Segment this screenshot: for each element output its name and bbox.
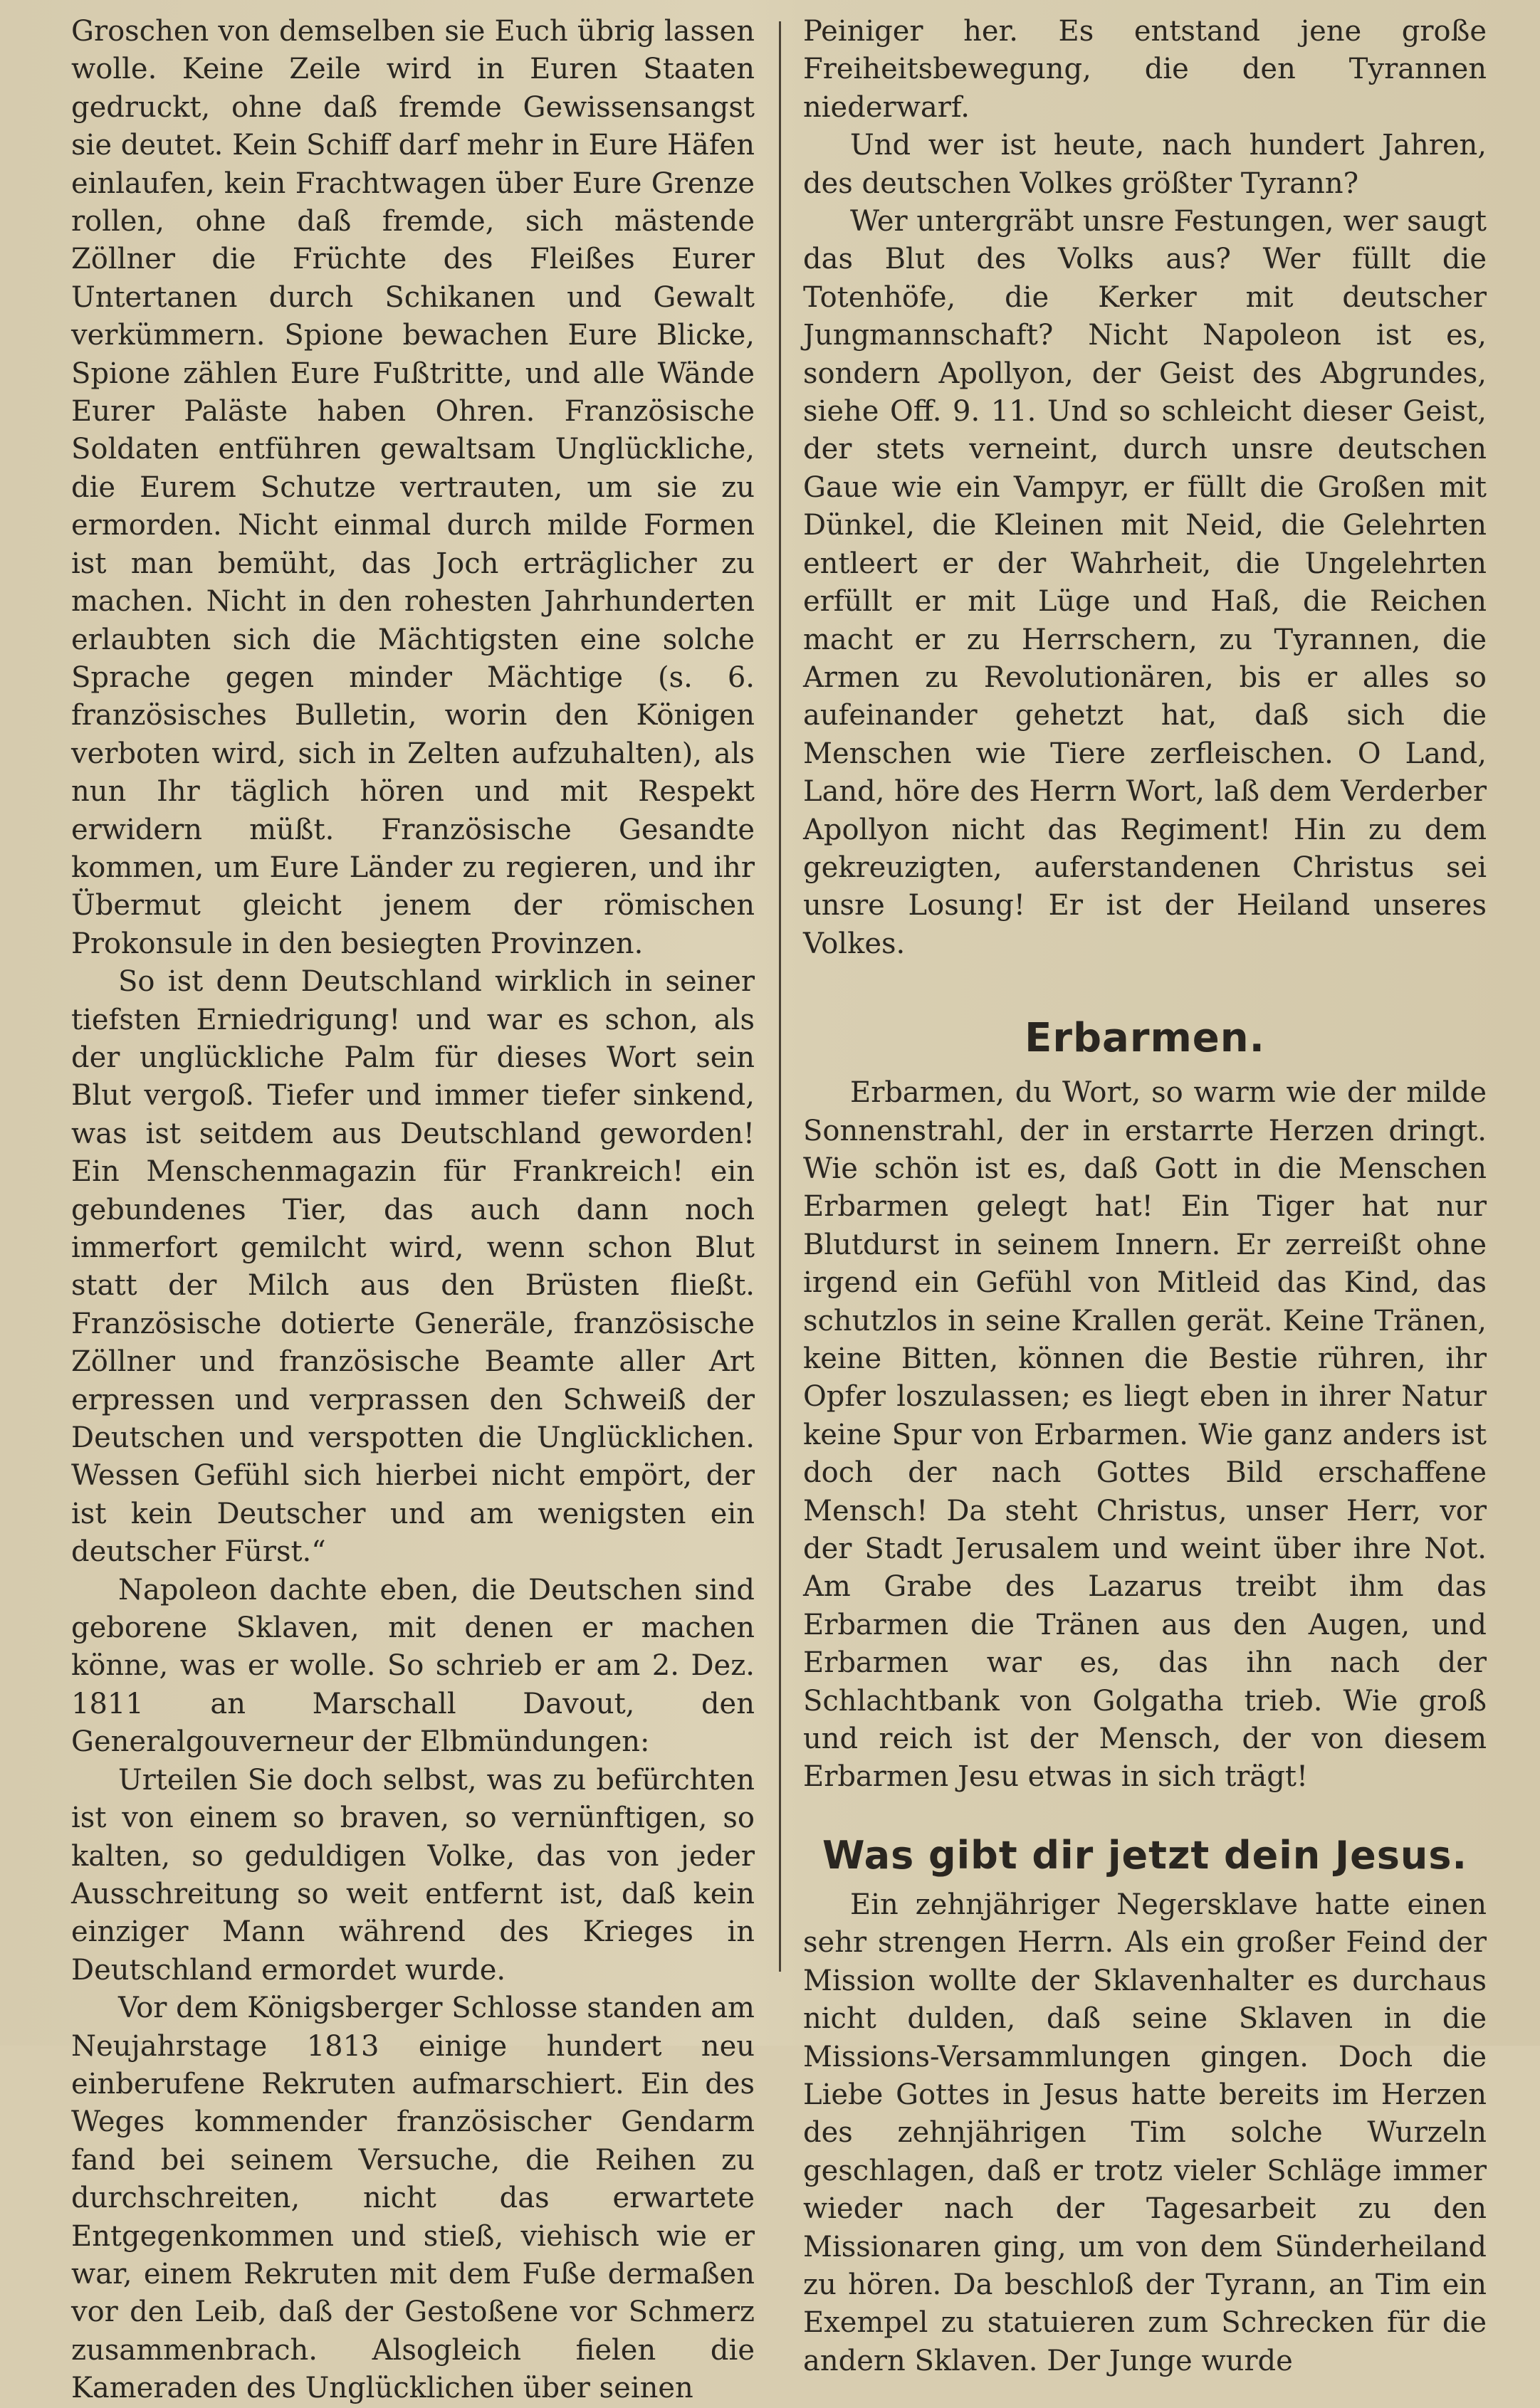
left-paragraph-3: Napoleon dachte eben, die Deutschen sind geborene Sklaven, mit denen er machen könne, was er wolle. So schrieb er am 2. Dez. 1811 an Marschall Davout, den Generalgouverneur der Elbmündungen:: [71, 1573, 755, 1759]
left-paragraph-4: Urteilen Sie doch selbst, was zu befürchten ist von einem so braven, so vernünftigen, so kalten, so geduldigen Volke, das von jeder Ausschreitung so weit entfernt ist, daß kein einziger Mann während des Krieges in Deutschland ermordet wurde.: [71, 1763, 755, 1987]
section-heading-jesus: Was gibt dir jetzt dein Jesus.: [822, 1832, 1468, 1878]
right-paragraph-2: Und wer ist heute, nach hundert Jahren, des deutschen Volkes größter Tyrann?: [803, 129, 1487, 200]
left-paragraph-5: Vor dem Königsberger Schlosse standen am Neujahrstage 1813 einige hundert neu einberufene Rekruten aufmarschiert. Ein des Weges kommender französischer Gendarm fand bei seinem Versuche, die Reihen zu durchschreiten, nicht das erwartete Entgegenkommen und stieß, viehisch wie er war, einem Rekruten mit dem Fuße dermaßen vor den Leib, daß der Gestoßene vor Schmerz zusammenbrach. Alsogleich fielen die Kameraden des Unglücklichen über seinen: [71, 1992, 755, 2405]
left-paragraph-1: Groschen von demselben sie Euch übrig lassen wolle. Keine Zeile wird in Euren Staaten gedruckt, ohne daß fremde Gewissensangst sie deutet. Kein Schiff darf mehr in Eure Häfen einlaufen, kein Frachtwagen über Eure Grenze rollen, ohne daß fremde, sich mästende Zöllner die Früchte des Fleißes Eurer Untertanen durch Schikanen und Gewalt verkümmern. Spione bewachen Eure Blicke, Spione zählen Eure Fußtritte, und alle Wände Eurer Paläste haben Ohren. Französische Soldaten entführen gewaltsam Unglückliche, die Eurem Schutze vertrauten, um sie zu ermorden. Nicht einmal durch milde Formen ist man bemüht, das Joch erträglicher zu machen. Nicht in den rohesten Jahrhunderten erlaubten sich die Mächtigsten eine solche Sprache gegen minder Mächtige (s. 6. französisches Bulletin, worin den Königen verboten wird, sich in Zelten aufzuhalten), als nun Ihr täglich hören und mit Respekt erwidern müßt. Französische Gesandte kommen, um Eure Länder zu regieren, und ihr Übermut gleicht jenem der römischen Prokonsule in den besiegten Provinzen.: [71, 15, 755, 960]
left-paragraph-2: So ist denn Deutschland wirklich in seiner tiefsten Erniedrigung! und war es schon, als der unglückliche Palm für dieses Wort sein Blut vergoß. Tiefer und immer tiefer sinkend, was ist seitdem aus Deutschland geworden! Ein Menschenmagazin für Frankreich! ein gebundenes Tier, das auch dann noch immerfort gemilcht wird, wenn schon Blut statt der Milch aus den Brüsten fließt. Französische dotierte Generäle, französische Zöllner und französische Beamte aller Art erpressen und verprassen den Schweiß der Deutschen und verspotten die Unglücklichen. Wessen Gefühl sich hierbei nicht empört, der ist kein Deutscher und am wenigsten ein deutscher Fürst.“: [71, 965, 755, 1569]
section-heading-erbarmen: Erbarmen.: [1025, 1015, 1265, 1062]
right-paragraph-3: Wer untergräbt unsre Festungen, wer saugt das Blut des Volks aus? Wer füllt die Totenhöfe, die Kerker mit deutscher Jungmannschaft? Nicht Napoleon ist es, sondern Apollyon, der Geist des Abgrundes, siehe Off. 9. 11. Und so schleicht dieser Geist, der stets verneint, durch unsre deutschen Gaue wie ein Vampyr, er füllt die Großen mit Dünkel, die Kleinen mit Neid, die Gelehrten entleert er der Wahrheit, die Ungelehrten erfüllt er mit Lüge und Haß, die Reichen macht er zu Herrschern, zu Tyrannen, die Armen zu Revolutionären, bis er alles so aufeinander gehetzt hat, daß sich die Menschen wie Tiere zerfleischen. O Land, Land, höre des Herrn Wort, laß dem Verderber Apollyon nicht das Regiment! Hin zu dem gekreuzigten, auferstandenen Christus sei unsre Losung! Er ist der Heiland unseres Volkes.: [803, 205, 1487, 960]
right-paragraph-1: Peiniger her. Es entstand jene große Freiheitsbewegung, die den Tyrannen niederwarf.: [803, 15, 1487, 124]
jesus-paragraph: Ein zehnjähriger Negersklave hatte einen sehr strengen Herrn. Als ein großer Feind der Mission wollte der Sklavenhalter es durchaus nicht dulden, daß seine Sklaven in die Missions-Versammlungen gingen. Doch die Liebe Gottes in Jesus hatte bereits im Herzen des zehnjährigen Tim solche Wurzeln geschlagen, daß er trotz vieler Schläge immer wieder nach der Tagesarbeit zu den Missionaren ging, um von dem Sünderheiland zu hören. Da beschloß der Tyrann, an Tim ein Exempel zu statuieren zum Schrecken für die andern Sklaven. Der Junge wurde: [803, 1888, 1487, 2377]
right-column: [803, 13, 1487, 2380]
erbarmen-paragraph: Erbarmen, du Wort, so warm wie der milde Sonnenstrahl, der in erstarrte Herzen dringt. Wie schön ist es, daß Gott in die Menschen Erbarmen gelegt hat! Ein Tiger hat nur Blutdurst in seinem Innern. Er zerreißt ohne irgend ein Gefühl von Mitleid das Kind, das schutzlos in seine Krallen gerät. Keine Tränen, keine Bitten, können die Bestie rühren, ihr Opfer loszulassen; es liegt eben in ihrer Natur keine Spur von Erbarmen. Wie ganz anders ist doch der nach Gottes Bild erschaffene Mensch! Da steht Christus, unser Herr, vor der Stadt Jerusalem und weint über ihre Not. Am Grabe des Lazarus treibt ihm das Erbarmen die Tränen aus den Augen, und Erbarmen war es, das ihn nach der Schlachtbank von Golgatha trieb. Wie groß und reich ist der Mensch, der von diesem Erbarmen Jesu etwas in sich trägt!: [803, 1076, 1487, 1794]
column-divider: [779, 21, 781, 1972]
left-column: [71, 13, 755, 2408]
